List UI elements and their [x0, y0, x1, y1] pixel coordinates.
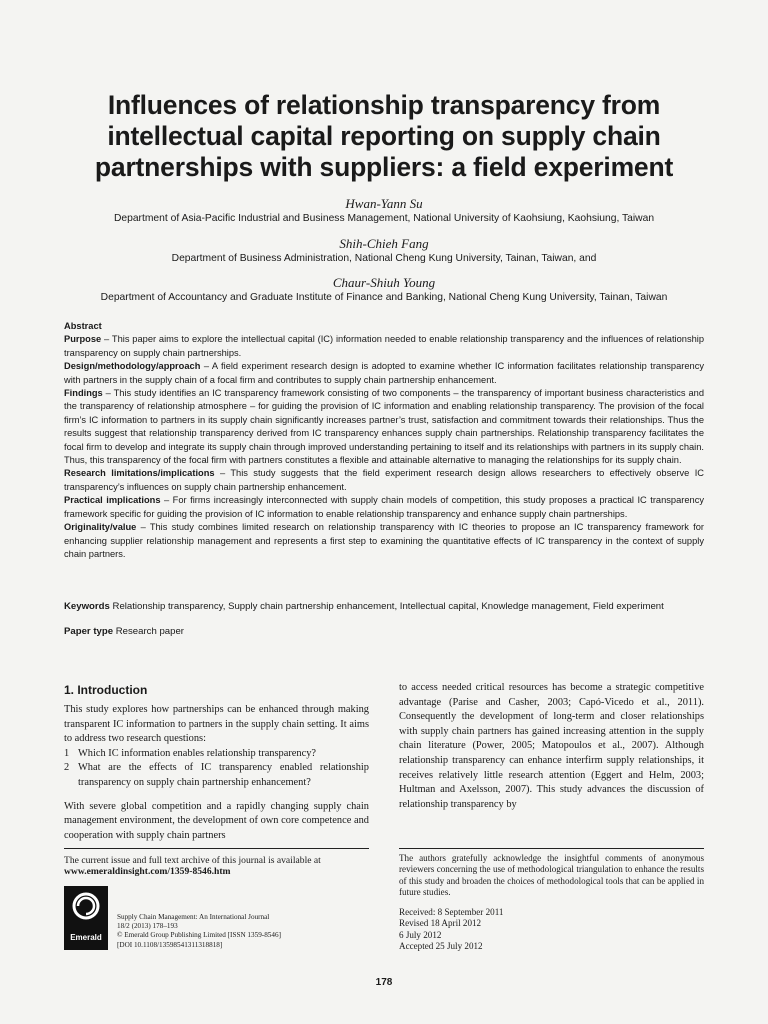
archive-note — [64, 855, 369, 878]
right-column — [399, 681, 704, 812]
intro-paragraph: This study explores how partnerships can be enhanced through making transparent IC information to partners in the supply chain setting. It aims to address two research questions: — [64, 704, 369, 745]
list-item — [64, 761, 369, 790]
abstract-design — [64, 360, 704, 387]
abstract — [64, 320, 704, 561]
author-name: Chaur-Shiuh Young — [332, 275, 436, 290]
acknowledgement: The authors gratefully acknowledge the insightful comments of anonymous reviewers concerning the use of methodological triangulation to enhance the results of this study and broaden the choices of methodological tools that can be applied in future studies. — [399, 853, 704, 898]
abstract-label: Practical implications — [64, 495, 161, 506]
list-text: What are the effects of IC transparency enabled relationship transparency on supply chain partnership enhancement? — [78, 762, 369, 788]
journal-name: Supply Chain Management: An International Journal — [117, 913, 270, 921]
abstract-text: – This study suggests that the field experiment research design allows researchers to effectively observe IC transparency’s influences on supply chain partnership enhancement. — [64, 468, 704, 492]
footer-divider — [399, 848, 704, 849]
author-affiliation: Department of Asia-Pacific Industrial and Business Management, National University of Kaohsiung, Kaohsiung, Taiwan — [113, 213, 655, 224]
abstract-text: – This study combines limited research on relationship transparency with IC theories to propose an IC transparency framework for enhancing supplier relationship management and represents a first step to examining the quantitative effects of IC transparency in the context of supply chain partners. — [64, 522, 704, 559]
abstract-text: – This study identifies an IC transparency framework consisting of two components – the transparency of important business characteristics and the transparency of relationship atmosphere – for guiding the provision of IC information and enabling relationship transparency. The provision of the focal firm’s IC information to partners in its supply chain significantly increases partner’s trust, satisfaction and commitment towards their relationships. Thus the results suggest that relationship transparency derived from IC transparency enhances supply chain partnerships. Relationship transparency facilitates the focal firm to develop and integrate its supply chain through improved understanding pertaining to itself and its relationships with partners in its supply chain. Thus, this transparency of the focal firm with partners constitutes a flexible and attainable alternative to managing the relationships for its supply chain. — [64, 388, 704, 466]
emerald-logo — [64, 886, 108, 950]
footer-divider — [64, 848, 369, 849]
abstract-purpose — [64, 333, 704, 360]
intro-paragraph: to access needed critical resources has become a strategic competitive advantage (Parise and Casher, 2003; Capó-Vicedo et al., 2011). Consequently the development of long-term and closer relationships with supply chain partners has gained increasing attention in the supply chain literature (Power, 2005; Matopoulos et al., 2007). Although relationship transparency can enhance interfirm supply relationships, it receives relatively little research attention (Eggert and Helm, 2003; Hultman and Axelsson, 2007). This study advances the discussion of relationship transparency by — [399, 682, 704, 810]
abstract-label: Findings — [64, 388, 103, 399]
left-column — [64, 703, 369, 843]
emerald-logo-label: Emerald — [70, 933, 102, 942]
list-number: 2 — [64, 762, 70, 774]
author-name: Shih-Chieh Fang — [339, 236, 429, 251]
accepted-date: Accepted 25 July 2012 — [399, 941, 483, 952]
abstract-text: – This paper aims to explore the intellectual capital (IC) information needed to enable relationship transparency and the influences of relationship transparency on supply chain partnerships. — [64, 334, 704, 358]
paper-type-text: Research paper — [115, 626, 184, 637]
author-affiliation: Department of Business Administration, National Cheng Kung University, Tainan, Taiwan, and — [171, 253, 597, 264]
abstract-practical — [64, 494, 704, 521]
abstract-heading: Abstract — [64, 321, 102, 331]
keywords — [64, 601, 704, 612]
revised-date: Revised 18 April 2012 — [399, 918, 482, 929]
abstract-label: Purpose — [64, 334, 102, 345]
keywords-text: Relationship transparency, Supply chain partnership enhancement, Intellectual capital, Knowledge management, Field experiment — [112, 601, 664, 612]
abstract-text: – For firms increasingly interconnected with supply chain models of competition, this study proposes a practical IC transparency framework specific for guiding the provision of IC information to enable relationship transparency and enhance supply chain partnerships. — [64, 495, 704, 519]
abstract-label: Design/methodology/approach — [64, 361, 201, 372]
abstract-label: Originality/value — [64, 522, 137, 533]
keywords-label: Keywords — [64, 601, 110, 612]
archive-link[interactable]: www.emeraldinsight.com/1359-8546.htm — [64, 866, 231, 878]
abstract-label: Research limitations/implications — [64, 468, 215, 479]
paper-title: Influences of relationship transparency from intellectual capital reporting on supply chain partnerships with suppliers: a field experiment — [94, 90, 674, 182]
list-number: 1 — [64, 747, 70, 759]
doi: [DOI 10.1108/13598541311318818] — [117, 940, 223, 949]
list-item — [64, 747, 369, 762]
archive-text: The current issue and full text archive of this journal is available at — [64, 855, 321, 866]
abstract-originality — [64, 521, 704, 561]
intro-paragraph: With severe global competition and a rapidly changing supply chain management environment, the development of own core competence and cooperation with supply chain partners — [64, 800, 369, 841]
paper-type — [64, 626, 704, 637]
paper-type-label: Paper type — [64, 626, 114, 637]
publisher: © Emerald Group Publishing Limited [ISSN 1359-8546] — [117, 931, 281, 940]
page-number: 178 — [375, 977, 393, 988]
list-text: Which IC information enables relationship transparency? — [78, 747, 317, 759]
section-heading: 1. Introduction — [64, 683, 148, 697]
author-affiliation: Department of Accountancy and Graduate Institute of Finance and Banking, National Cheng Kung University, Tainan, Taiwan — [100, 292, 668, 303]
abstract-text: – A field experiment research design is adopted to examine whether IC information facilitates relationship transparency with partners in the supply chain of a focal firm and contributes to supply chain partnership enhancement. — [64, 361, 704, 385]
abstract-findings — [64, 387, 704, 467]
received-dates — [399, 907, 704, 953]
abstract-limitations — [64, 467, 704, 494]
received-date: Received: 8 September 2011 — [399, 907, 504, 917]
emerald-logo-icon — [69, 886, 103, 930]
author-name: Hwan-Yann Su — [345, 196, 423, 211]
journal-info — [117, 913, 377, 950]
revised-date: 6 July 2012 — [399, 929, 442, 940]
journal-volume: 18/2 (2013) 178–193 — [117, 922, 178, 931]
